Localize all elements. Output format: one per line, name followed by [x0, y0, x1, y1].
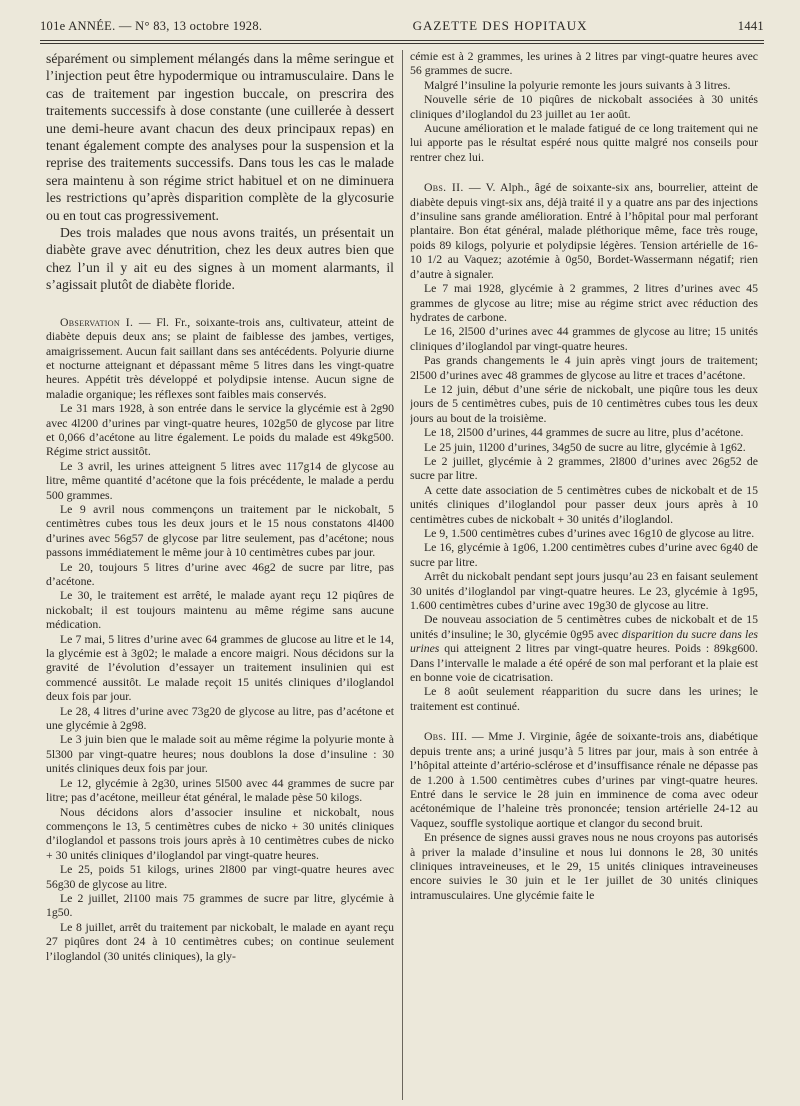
obs1-entry: Le 2 juillet, 2l100 mais 75 grammes de sucre par litre, glycémie à 1g50.: [46, 891, 394, 920]
obs2-entry: Le 9, 1.500 centimètres cubes d’urines avec 16g10 de glycose au litre.: [424, 527, 755, 540]
obs2-entry: Le 18, 2l500 d’urines, 44 grammes de sucre au litre, plus d’acétone.: [424, 426, 744, 440]
obs1-entry: Le 28, 4 litres d’urine avec 73g20 de glycose au litre, pas d’acétone et une glycémie à 2g98.: [46, 704, 394, 733]
obs1-entry: Le 20, toujours 5 litres d’urine avec 46g2 de sucre par litre, pas d’acétone.: [46, 560, 394, 588]
page-number: 1441: [737, 19, 764, 33]
obs1-entry: Nous décidons alors d’associer insuline et nickobalt, nous commençons le 13, 5 centimètres cubes de nicko + 30 unités cliniques d’iloglandol et passons trois jours après à 10 centimètres cubes de nicko + 30 unités cliniques d’iloglandol par vingt-quatre heures.: [46, 805, 394, 862]
header-rule-bottom: [40, 43, 764, 44]
obs1-entry: Le 8 juillet, arrêt du traitement par nickobalt, le malade en ayant reçu 27 piqûres dont 24 à 10 centimètres cubes; on continue seulement l’iloglandol (30 unités cliniques), la gly-: [46, 920, 394, 963]
obs2-entry: Arrêt du nickobalt pendant sept jours jusqu’au 23 en faisant seulement 30 unités d’iloglandol par vingt-quatre heures. Le 23, glycémie à 1g95, 1.600 centimètres cubes d’urine avec 19g30 de glycose au litre.: [410, 570, 758, 613]
observation-1: Observation I. — Fl. Fr., soixante-trois ans, cultivateur, atteint de diabète depuis deux ans; se plaint de faiblesse des jambes, vertiges, amaigrissement. Aucun fait saillant dans ses antécédents. Polyurie diurne et nocturne atteignant et dépassant même 5 litres dans les vingt-quatre heures. Appétit très développé et polydipsie intense. Aucun signe de maladie organique; les réflexes sont faibles mais conservés.: [46, 315, 394, 401]
obs2-entry: Le 16, 2l500 d’urines avec 44 grammes de glycose au litre; 15 unités cliniques d’iloglandol par vingt-quatre heures.: [410, 325, 758, 353]
obs1-entry: Le 25, poids 51 kilogs, urines 2l800 par vingt-quatre heures avec 56g30 de glycose au litre.: [46, 863, 394, 891]
intro-paragraph: séparément ou simplement mélangés dans la même seringue et l’injection peut être hypodermique ou intramusculaire. Dans le cas de traitement par ingestion buccale, on prescrira des traitements successifs à dose constante (une cuillerée à dessert une demi-heure avant chacun des deux principaux repas) en tenant également compte des analyses pour la suspension et la reprise des traitements successifs. Dans tous les cas le malade sera maintenu à son régime strict habituel et on ne diminuera les restrictions qu’après disparition complète de la glycosurie ou en tout cas progressivement.: [46, 51, 394, 223]
obs1-entry: Le 12, glycémie à 2g30, urines 5l500 avec 44 grammes de sucre par litre; pas d’acétone, meilleur état général, le malade pèse 50 kilogs.: [46, 776, 394, 805]
obs2-entry: Le 2 juillet, glycémie à 2 grammes, 2l800 d’urines avec 26g52 de sucre par litre.: [410, 454, 758, 483]
obs2-entry: Le 12 juin, début d’une série de nickobalt, une piqûre tous les deux jours de 5 centimètres cubes, puis de 10 centimètres cubes tous les deux jours au bout de la troisième.: [410, 382, 758, 425]
header-rule-top: [40, 40, 764, 41]
obs1-continuation: cémie est à 2 grammes, les urines à 2 litres par vingt-quatre heures avec 56 grammes de sucre.: [410, 50, 758, 78]
right-column: [410, 50, 758, 1100]
obs1-entry: Nouvelle série de 10 piqûres de nickobalt associées à 30 unités cliniques d’iloglandol du 23 juillet au 1er août.: [410, 93, 758, 121]
obs1-entry: Le 31 mars 1928, à son entrée dans le service la glycémie est à 2g90 avec 4l200 d’urines par vingt-quatre heures, 102g50 de glycose par litre et 0,066 d’acétone au litre également. Le poids du malade est 49kg500. Régime strict aussitôt.: [46, 402, 394, 459]
obs2-entry: Le 16, glycémie à 1g06, 1.200 centimètres cubes d’urine avec 6g40 de sucre par litre.: [410, 541, 758, 569]
obs2-entry: De nouveau association de 5 centimètres cubes de nickobalt et de 15 unités d’insuline; le 30, glycémie 0g95 avec disparition du sucre dans les urines qui atteignent 2 litres par vingt-quatre heures. Poids : 89kg600. Dans l’intervalle le malade a été opéré de son mal perforant et la plaie est en bonne voie de cicatrisation.: [410, 613, 758, 685]
obs2-entry: Le 25 juin, 1l200 d’urines, 34g50 de sucre au litre, glycémie à 1g62.: [424, 440, 746, 454]
emphasis: disparition du sucre dans les urines: [410, 627, 758, 656]
observation-2-label: Obs. II.: [424, 181, 464, 195]
obs2-entry: Le 8 août seulement réapparition du sucre dans les urines; le traitement est continué.: [410, 685, 758, 713]
left-column: [46, 50, 394, 1100]
patients-summary: Des trois malades que nous avons traités, un présentait un diabète grave avec dénutrition, chez les deux autres bien que chez l’un il y ait eu des signes à un moment alarmants, il s’agissait plutôt de diabète floride.: [46, 225, 394, 293]
obs1-entry: Le 3 juin bien que le malade soit au même régime la polyurie monte à 5l300 par vingt-quatre heures; nous doublons la dose d’insuline : 30 unités cliniques deux fois par jour.: [46, 733, 394, 776]
observation-3: Obs. III. — Mme J. Virginie, âgée de soixante-trois ans, diabétique depuis trente ans; a uriné jusqu’à 5 litres par jour, mais à son entrée à l’hôpital atteinte d’artério-sclérose et d’insuffisance rénale ne dépasse pas de 1.200 à 1.500 centimètres cubes d’urines par vingt-quatre heures. Entré dans le service le 28 juin en imminence de coma avec odeur acétonémique de l’haleine très prononcée; tension artérielle 24-12 au Vaquez, souffle systolique aortique et clangor du second bruit.: [410, 730, 758, 830]
observation-3-label: Obs. III.: [424, 730, 468, 744]
journal-title: GAZETTE DES HOPITAUX: [412, 18, 588, 33]
obs1-entry: Le 3 avril, les urines atteignent 5 litres avec 117g14 de glycose au litre, même quantité d’acétone que la fois précédente, le malade a perdu 500 grammes.: [46, 459, 394, 502]
obs1-entry: Le 30, le traitement est arrêté, le malade ayant reçu 12 piqûres de nickobalt; il est toujours maintenu au même régime sans aucune médication.: [46, 589, 394, 632]
obs2-entry: Pas grands changements le 4 juin après vingt jours de traitement; 2l500 d’urines avec 48 grammes de glycose au litre et traces d’acétone.: [410, 354, 758, 382]
running-header: [40, 18, 764, 38]
obs1-entry: Le 9 avril nous commençons un traitement par le nickobalt, 5 centimètres cubes tous les deux jours et le 15 nous constatons 4l400 d’urines avec 56g57 de glycose par litre seulement, pas d’acétone; nous passons immédiatement le même jour à 10 centimètres cubes par jour.: [46, 502, 394, 560]
column-divider: [402, 50, 403, 1100]
obs2-entry: Le 7 mai 1928, glycémie à 2 grammes, 2 litres d’urines avec 45 grammes de glycose au litre; mise au régime strict avec réduction des hydrates de carbone.: [410, 282, 758, 324]
obs1-entry: Le 7 mai, 5 litres d’urine avec 64 grammes de glucose au litre et le 14, la glycémie est à 3g02; le malade a encore maigri. Nous décidons sur la gravité de l’évolution d’essayer un traitement insulinien qui est commencé aussitôt. Le malade reçoit 15 unités cliniques d’iloglandol deux fois par jour.: [46, 632, 394, 704]
observation-1-label: Observation I.: [60, 315, 134, 329]
obs1-entry: Malgré l’insuline la polyurie remonte les jours suivants à 3 litres.: [424, 78, 731, 92]
issue-info: 101e ANNÉE. — N° 83, 13 octobre 1928.: [40, 19, 263, 33]
observation-2: Obs. II. — V. Alph., âgé de soixante-six ans, bourrelier, atteint de diabète depuis vingt-six ans, déjà traité il y a quatre ans par des injections d’insuline sans grande amélioration. Entré à l’hôpital pour mal perforant plantaire. Bon état général, malade pléthorique même, face très rouge, poids 89 kilogs, polyurie et polydipsie légères. Tension artérielle de 16-10 1/2 au Vaquez; azotémie à 0g50, Bordet-Wassermann négatif; rien d’autre à signaler.: [410, 181, 758, 281]
obs1-entry: Aucune amélioration et le malade fatigué de ce long traitement qui ne lui apporte pas le résultat espéré nous quitte malgré nos conseils pour rentrer chez lui.: [410, 122, 758, 164]
obs2-entry: A cette date association de 5 centimètres cubes de nickobalt et de 15 unités cliniques d’iloglandol pour passer deux jours après à 10 centimètres cubes de nickobalt + 30 unités d’iloglandol.: [410, 483, 758, 526]
obs3-entry: En présence de signes aussi graves nous ne nous croyons pas autorisés à priver la malade d’insuline et nous lui donnons le 28, 30 unités cliniques intraveineuses, et le 29, 15 unités cliniques intraveineuses encore suivies le 30 juin et le 1er juillet de 30 unités cliniques intramusculaires. Une glycémie faite le: [410, 831, 758, 902]
